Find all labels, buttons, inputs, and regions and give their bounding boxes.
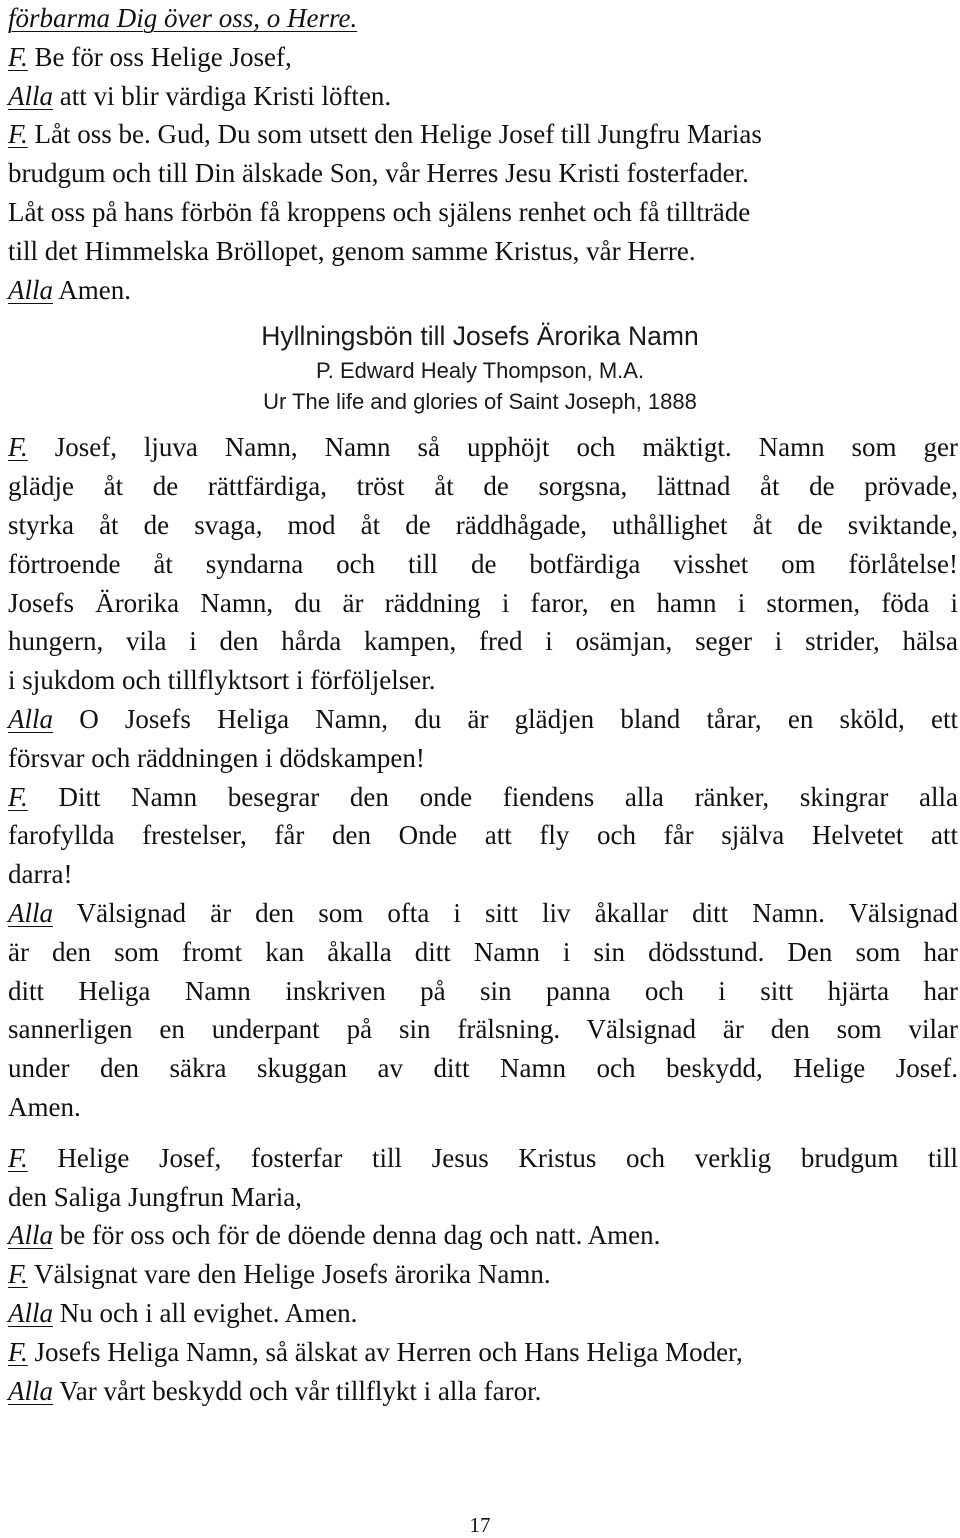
line-text: Välsignat vare den Helige Josefs ärorika Namn.: [27, 1259, 551, 1290]
text-line: [8, 38, 958, 77]
text-line: [8, 467, 958, 506]
line-text: Var vårt beskydd och vår tillflykt i alla faror.: [53, 1375, 542, 1406]
heading-title: Hyllningsbön till Josefs Ärorika Namn: [261, 321, 699, 352]
speaker-marker: F.: [8, 41, 28, 72]
text-line: [8, 545, 958, 584]
speaker-marker: Alla: [8, 897, 53, 928]
line-text: till det Himmelska Bröllopet, genom samme Kristus, vår Herre.: [8, 235, 696, 266]
text-line: [8, 506, 958, 545]
speaker-marker: F.: [8, 432, 28, 463]
line-text: den Saliga Jungfrun Maria,: [8, 1181, 302, 1212]
line-text: glädje åt de rättfärdiga, tröst åt de sorgsna, lättnad åt de prövade,: [8, 471, 958, 502]
line-text: styrka åt de svaga, mod åt de räddhågade, uthållighet åt de sviktande,: [8, 509, 958, 540]
prayer-end: [8, 1139, 958, 1411]
text-line: [8, 700, 958, 739]
line-text: Ditt Namn besegrar den onde fiendens alla ränker, skingrar alla: [27, 781, 958, 812]
text-line: [8, 154, 958, 193]
speaker-marker: Alla: [8, 80, 53, 111]
line-text: brudgum och till Din älskade Son, vår Herres Jesu Kristi fosterfader.: [8, 158, 749, 189]
text-line: [8, 115, 958, 154]
line-text: darra!: [8, 859, 73, 890]
prayer-top: [8, 0, 958, 309]
text-line: [8, 661, 958, 700]
speaker-marker: Alla: [8, 1375, 53, 1406]
text-line: [8, 894, 958, 933]
speaker-marker: F.: [8, 781, 28, 812]
line-text: sannerligen en underpant på sin frälsning. Välsignad är den som vilar: [8, 1014, 958, 1045]
text-line: [8, 1333, 958, 1372]
line-text: Josef, ljuva Namn, Namn så upphöjt och mäktigt. Namn som ger: [27, 432, 958, 463]
text-line: [8, 77, 958, 116]
document-page: [8, 0, 958, 1410]
line-text: Amen.: [8, 1091, 81, 1122]
line-text: Låt oss på hans förbön få kroppens och själens renhet och få tillträde: [8, 196, 751, 227]
speaker-marker: F.: [8, 119, 28, 150]
line-text: Amen.: [53, 274, 131, 305]
line-text: under den säkra skuggan av ditt Namn och beskydd, Helige Josef.: [8, 1053, 958, 1084]
text-line: [8, 0, 958, 38]
text-line: [8, 1216, 958, 1255]
line-text: Be för oss Helige Josef,: [27, 41, 292, 72]
prayer-main: [8, 428, 958, 1126]
text-line: [8, 193, 958, 232]
speaker-marker: F.: [8, 1142, 28, 1173]
text-line: [8, 816, 958, 855]
line-text: ditt Heliga Namn inskriven på sin panna och i sitt hjärta har: [8, 975, 958, 1006]
text-line: [8, 1088, 958, 1127]
line-text: Låt oss be. Gud, Du som utsett den Helige Josef till Jungfru Marias: [27, 119, 762, 150]
line-text: Josefs Ärorika Namn, du är räddning i faror, en hamn i stormen, föda i: [8, 587, 958, 618]
line-text: att vi blir värdiga Kristi löften.: [53, 80, 392, 111]
text-line: [8, 855, 958, 894]
text-line: [8, 1294, 958, 1333]
line-text: förtroende åt syndarna och till de botfärdiga visshet om förlåtelse!: [8, 548, 958, 579]
text-line: [8, 622, 958, 661]
heading-source: Ur The life and glories of Saint Joseph, 1888: [263, 389, 697, 415]
speaker-marker: F.: [8, 1336, 28, 1367]
text-line: [8, 778, 958, 817]
italic-response-text: förbarma Dig över oss, o Herre.: [8, 3, 358, 33]
text-line: [8, 933, 958, 972]
line-text: försvar och räddningen i dödskampen!: [8, 742, 425, 773]
line-text: hungern, vila i den hårda kampen, fred i osämjan, seger i strider, hälsa: [8, 626, 958, 657]
line-text: Josefs Heliga Namn, så älskat av Herren och Hans Heliga Moder,: [27, 1336, 743, 1367]
text-line: [8, 1010, 958, 1049]
text-line: [8, 1139, 958, 1178]
line-text: i sjukdom och tillflyktsort i förföljelser.: [8, 665, 436, 696]
text-line: [8, 972, 958, 1011]
line-text: O Josefs Heliga Namn, du är glädjen bland tårar, en sköld, ett: [53, 703, 958, 734]
text-line: [8, 271, 958, 310]
line-text: Nu och i all evighet. Amen.: [53, 1297, 358, 1328]
line-text: Helige Josef, fosterfar till Jesus Kristus och verklig brudgum till: [27, 1142, 958, 1173]
text-line: [8, 1372, 958, 1411]
speaker-marker: Alla: [8, 1220, 53, 1251]
speaker-marker: F.: [8, 1259, 28, 1290]
line-text: farofyllda frestelser, får den Onde att fly och får själva Helvetet att: [8, 820, 958, 851]
text-line: [8, 232, 958, 271]
speaker-marker: Alla: [8, 703, 53, 734]
speaker-marker: Alla: [8, 274, 53, 305]
line-text: Välsignad är den som ofta i sitt liv åkallar ditt Namn. Välsignad: [53, 897, 958, 928]
text-line: [8, 428, 958, 467]
text-line: [8, 1049, 958, 1088]
line-text: är den som fromt kan åkalla ditt Namn i sin dödsstund. Den som har: [8, 936, 958, 967]
speaker-marker: Alla: [8, 1297, 53, 1328]
text-line: [8, 1255, 958, 1294]
text-line: [8, 739, 958, 778]
line-text: be för oss och för de döende denna dag och natt. Amen.: [53, 1220, 661, 1251]
page-number: 17: [469, 1513, 491, 1537]
heading-author: P. Edward Healy Thompson, M.A.: [315, 358, 645, 384]
text-line: [8, 584, 958, 623]
prayer-heading: [0, 321, 960, 416]
text-line: [8, 1178, 958, 1217]
